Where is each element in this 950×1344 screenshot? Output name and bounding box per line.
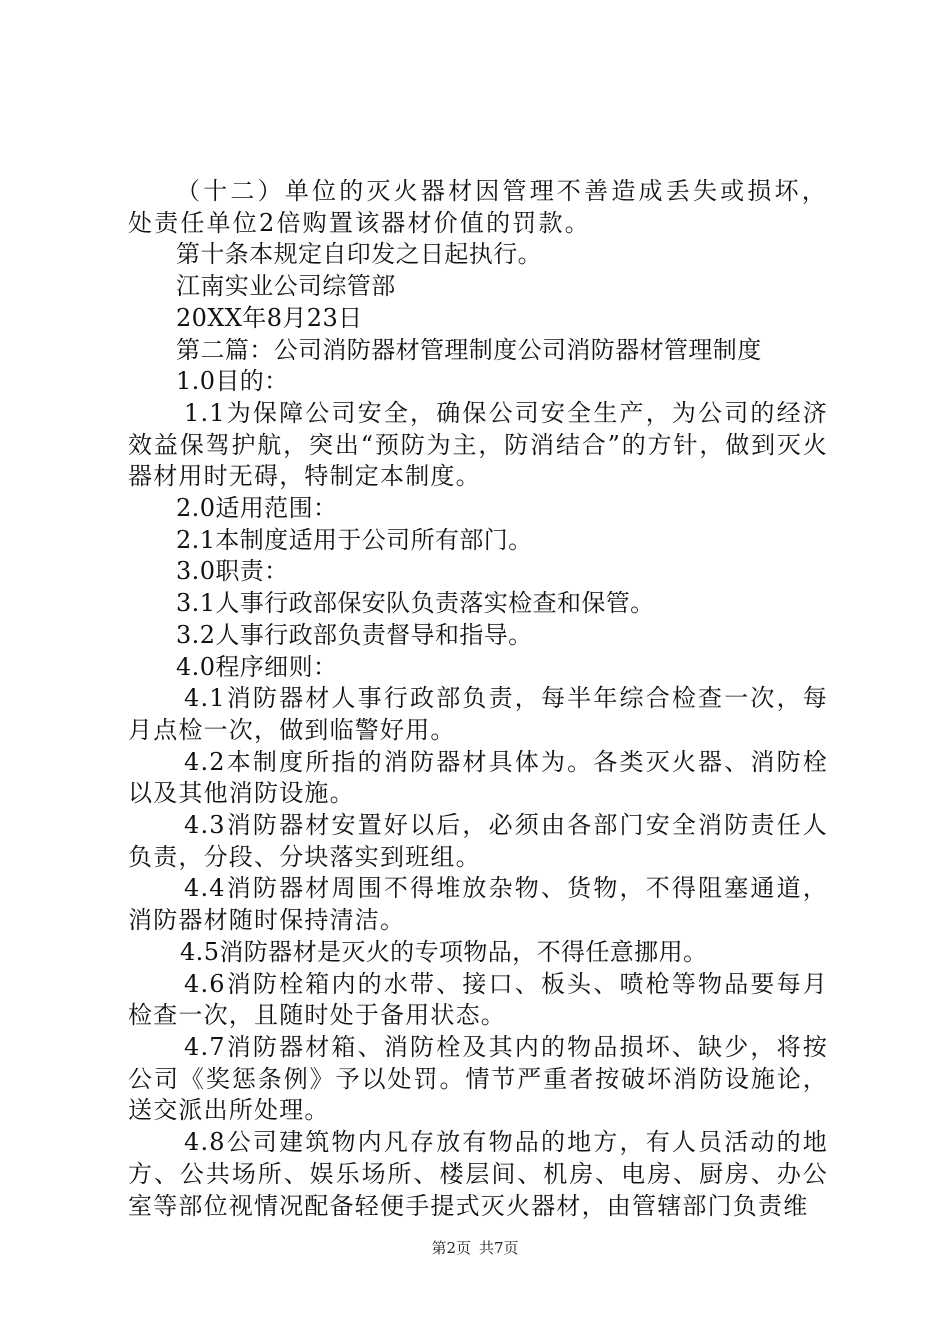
paragraph-chapter-two-title: 第二篇：公司消防器材管理制度公司消防器材管理制度 [176,335,762,364]
paragraph-section-4-2: 4.2本制度所指的消防器材具体为。各类灭火器、消防栓以及其他消防设施。 [128,747,828,808]
paragraph-section-2-0: 2.0适用范围： [176,494,338,523]
paragraph-section-4-4: 4.4消防器材周围不得堆放杂物、货物，不得阻塞通道，消防器材随时保持清洁。 [128,874,828,935]
paragraph-section-4-6: 4.6消防栓箱内的水带、接口、板头、喷枪等物品要每月检查一次，且随时处于备用状态。 [128,969,828,1030]
paragraph-section-3-1: 3.1人事行政部保安队负责落实检查和保管。 [176,589,655,618]
paragraph-section-1-0: 1.0目的： [176,367,289,396]
paragraph-section-4-8: 4.8公司建筑物内凡存放有物品的地方，有人员活动的地方、公共场所、娱乐场所、楼层间、机房、电房、厨房、办公室等部位视情况配备轻便手提式灭火器材，由管辖部门负责维 [128,1128,828,1220]
paragraph-section-4-5: 4.5消防器材是灭火的专项物品，不得任意挪用。 [180,937,708,966]
paragraph-section-4-0: 4.0程序细则： [176,652,338,681]
paragraph-section-3-0: 3.0职责： [176,557,289,586]
paragraph-section-4-3: 4.3消防器材安置好以后，必须由各部门安全消防责任人负责，分段、分块落实到班组。 [128,811,828,871]
paragraph-section-2-1: 2.1本制度适用于公司所有部门。 [176,525,533,554]
paragraph-section-4-7: 4.7消防器材箱、消防栓及其内的物品损坏、缺少，将按公司《奖惩条例》予以处罚。情节严重者按破坏消防设施论，送交派出所处理。 [128,1032,828,1125]
paragraph-article-10: 第十条本规定自印发之日起执行。 [176,240,542,269]
paragraph-penalty-12: （十二）单位的灭火器材因管理不善造成丢失或损坏，处责任单位2倍购置该器材价值的罚款。 [128,177,828,237]
paragraph-section-1-1: 1.1为保障公司安全，确保公司安全生产，为公司的经济效益保驾护航，突出“预防为主，防消结合”的方针，做到灭火器材用时无碍，特制定本制度。 [128,398,828,491]
paragraph-section-3-2: 3.2人事行政部负责督导和指导。 [176,620,533,649]
paragraph-date: 20XX年8月23日 [176,303,363,332]
paragraph-section-4-1: 4.1消防器材人事行政部负责，每半年综合检查一次，每月点检一次，做到临警好用。 [128,684,828,744]
page-footer [0,1238,950,1258]
paragraph-issuer: 江南实业公司综管部 [176,272,396,301]
document-body [128,176,828,1222]
page-total: 共7页 [479,1239,519,1257]
page-number: 第2页 [431,1239,471,1257]
